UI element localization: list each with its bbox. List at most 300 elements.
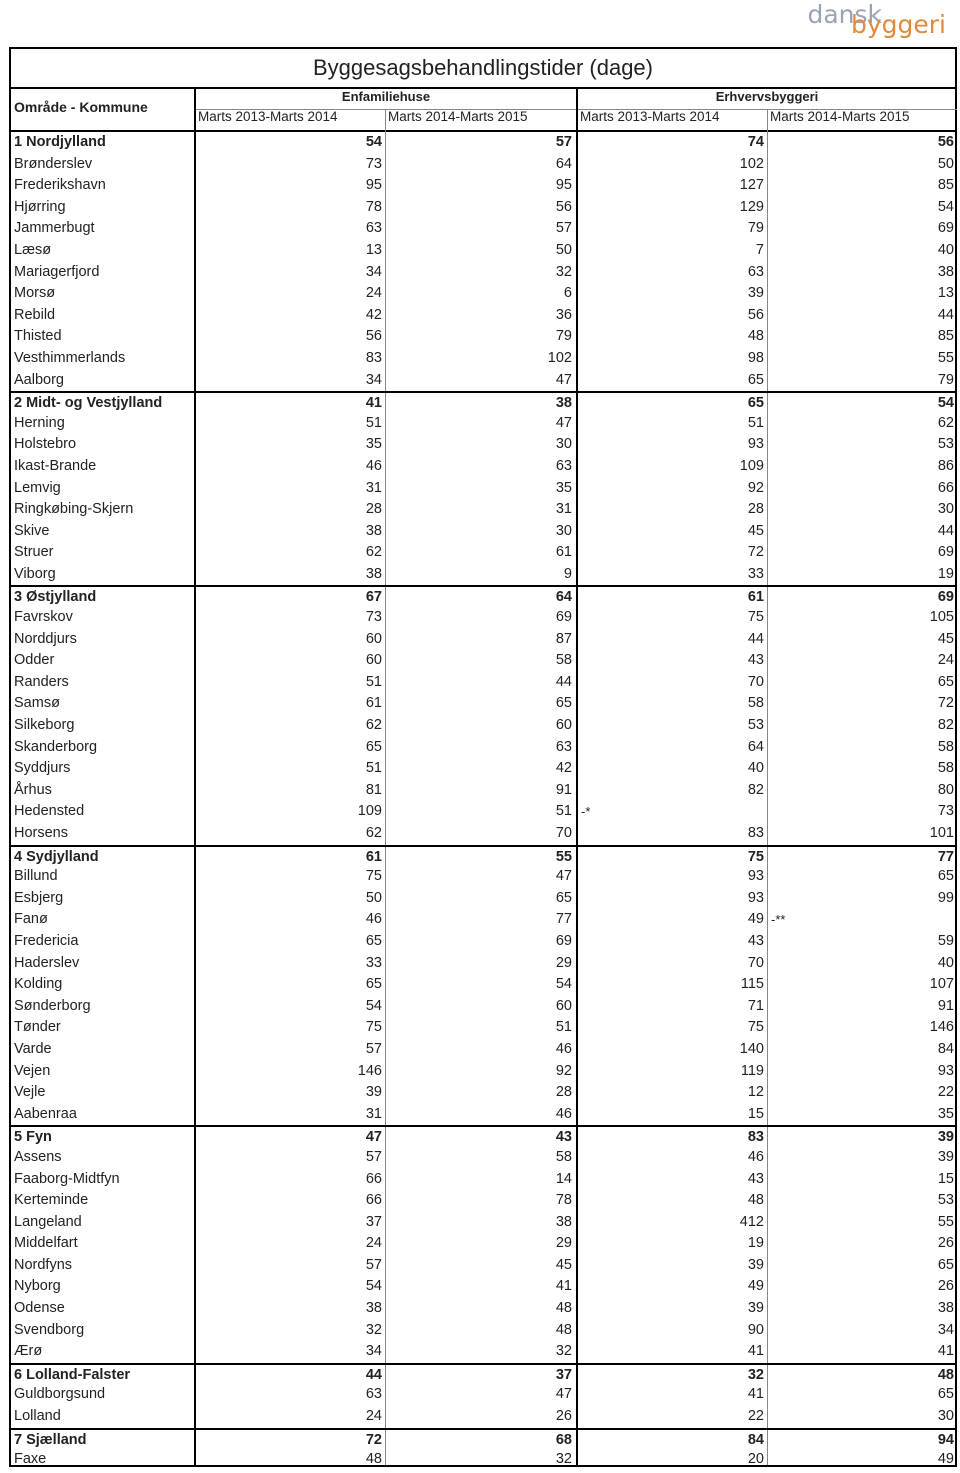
table-row bbox=[11, 996, 955, 1018]
value-cell: 39 bbox=[937, 1129, 954, 1146]
table-frame bbox=[9, 47, 957, 1467]
row-name: Aabenraa bbox=[14, 1105, 77, 1122]
table-row bbox=[11, 1255, 955, 1277]
value-cell: 48 bbox=[365, 1451, 382, 1468]
row-name: Randers bbox=[14, 673, 69, 690]
value-cell: 39 bbox=[747, 1256, 764, 1273]
value-cell: 70 bbox=[747, 673, 764, 690]
row-name: Aalborg bbox=[14, 371, 64, 388]
value-cell: 38 bbox=[365, 565, 382, 582]
value-cell: 59 bbox=[937, 932, 954, 949]
value-cell: 54 bbox=[937, 395, 954, 412]
table-row bbox=[11, 1298, 955, 1320]
row-name: Vejle bbox=[14, 1084, 46, 1101]
value-cell: 33 bbox=[365, 954, 382, 971]
value-cell: 102 bbox=[547, 349, 572, 366]
period-header: Marts 2014-Marts 2015 bbox=[770, 109, 910, 124]
value-cell: 412 bbox=[739, 1213, 764, 1230]
value-cell: 95 bbox=[365, 177, 382, 194]
value-cell: 57 bbox=[365, 1040, 382, 1057]
table-row bbox=[11, 823, 955, 845]
value-cell: 99 bbox=[937, 889, 954, 906]
period-header: Marts 2014-Marts 2015 bbox=[388, 109, 528, 124]
value-cell: 41 bbox=[747, 1386, 764, 1403]
value-cell: 28 bbox=[555, 1084, 572, 1101]
table-row bbox=[11, 499, 955, 521]
value-cell: 85 bbox=[937, 328, 954, 345]
value-cell: 48 bbox=[747, 328, 764, 345]
value-cell: 51 bbox=[365, 760, 382, 777]
value-cell: 55 bbox=[937, 1213, 954, 1230]
value-cell: 93 bbox=[747, 868, 764, 885]
value-cell: 34 bbox=[365, 263, 382, 280]
value-cell: 31 bbox=[555, 501, 572, 518]
row-name: 7 Sjælland bbox=[14, 1431, 87, 1448]
row-name: Lolland bbox=[14, 1408, 61, 1425]
value-cell: 69 bbox=[937, 544, 954, 561]
value-cell: 38 bbox=[937, 1300, 954, 1317]
table-row bbox=[11, 974, 955, 996]
value-cell: 54 bbox=[365, 134, 382, 150]
value-cell: 73 bbox=[365, 155, 382, 172]
row-name: Middelfart bbox=[14, 1235, 78, 1252]
value-cell: 65 bbox=[937, 868, 954, 885]
row-name: 6 Lolland-Falster bbox=[14, 1366, 131, 1383]
value-cell: 61 bbox=[555, 544, 572, 561]
value-cell: 37 bbox=[555, 1366, 572, 1383]
value-cell: 56 bbox=[937, 134, 954, 150]
value-cell: 47 bbox=[555, 414, 572, 431]
value-cell: 53 bbox=[937, 436, 954, 453]
value-cell: 19 bbox=[937, 565, 954, 582]
value-cell: 93 bbox=[937, 1062, 954, 1079]
row-name: Viborg bbox=[14, 565, 56, 582]
table-row bbox=[11, 1190, 955, 1212]
row-name: Silkeborg bbox=[14, 717, 75, 734]
table-row bbox=[11, 434, 955, 456]
value-cell: 26 bbox=[937, 1278, 954, 1295]
row-name: Norddjurs bbox=[14, 630, 77, 647]
table-row bbox=[11, 737, 955, 759]
period-header: Marts 2013-Marts 2014 bbox=[198, 109, 338, 124]
table-row bbox=[11, 370, 955, 392]
row-name: Varde bbox=[14, 1040, 52, 1057]
region-row bbox=[11, 1428, 955, 1450]
value-cell: 67 bbox=[365, 589, 382, 606]
table-row bbox=[11, 1147, 955, 1169]
value-cell: 77 bbox=[555, 911, 572, 928]
value-cell: 73 bbox=[937, 803, 954, 820]
value-cell: 75 bbox=[747, 609, 764, 626]
value-cell: 69 bbox=[937, 589, 954, 606]
value-cell: 61 bbox=[365, 848, 382, 865]
value-cell: 55 bbox=[555, 848, 572, 865]
table-row bbox=[11, 326, 955, 348]
value-cell: 39 bbox=[747, 285, 764, 302]
row-name: Ikast-Brande bbox=[14, 457, 97, 474]
value-cell: 41 bbox=[747, 1343, 764, 1360]
value-cell: 78 bbox=[365, 198, 382, 215]
group-name: Enfamiliehuse bbox=[341, 89, 431, 104]
group-name: Erhvervsbyggeri bbox=[715, 89, 819, 104]
value-cell: 50 bbox=[555, 241, 572, 258]
value-cell: 38 bbox=[937, 263, 954, 280]
logo-text-dansk: dansk bbox=[807, 0, 882, 29]
value-cell: 75 bbox=[365, 868, 382, 885]
value-cell: 29 bbox=[555, 1235, 572, 1252]
value-cell: 50 bbox=[365, 889, 382, 906]
value-cell: 115 bbox=[740, 976, 764, 993]
value-cell: 34 bbox=[365, 1343, 382, 1360]
table-row bbox=[11, 175, 955, 197]
value-cell: 61 bbox=[365, 695, 382, 712]
table-row bbox=[11, 1082, 955, 1104]
value-cell: 146 bbox=[929, 1019, 954, 1036]
value-cell: 63 bbox=[747, 263, 764, 280]
value-cell: 57 bbox=[365, 1148, 382, 1165]
value-cell: 74 bbox=[747, 134, 764, 150]
row-name: Struer bbox=[14, 544, 54, 561]
row-name: Fredericia bbox=[14, 932, 79, 949]
value-cell: 64 bbox=[555, 589, 572, 606]
value-cell: 38 bbox=[555, 395, 572, 412]
value-cell: 28 bbox=[747, 501, 764, 518]
value-cell: 43 bbox=[747, 652, 764, 669]
value-cell: 38 bbox=[365, 522, 382, 539]
row-name: 1 Nordjylland bbox=[14, 134, 106, 150]
value-cell: 51 bbox=[555, 1019, 572, 1036]
row-name: Haderslev bbox=[14, 954, 80, 971]
value-cell: 69 bbox=[555, 609, 572, 626]
value-cell: 56 bbox=[555, 198, 572, 215]
value-cell: 46 bbox=[555, 1040, 572, 1057]
value-cell: 22 bbox=[747, 1408, 764, 1425]
period-header: Marts 2013-Marts 2014 bbox=[580, 109, 720, 124]
table-row bbox=[11, 1017, 955, 1039]
value-cell: 46 bbox=[365, 911, 382, 928]
value-cell: 98 bbox=[747, 349, 764, 366]
row-name: Morsø bbox=[14, 285, 56, 302]
table-row bbox=[11, 564, 955, 586]
value-cell: 64 bbox=[747, 738, 764, 755]
value-cell: 84 bbox=[747, 1431, 764, 1448]
value-cell: 45 bbox=[555, 1256, 572, 1273]
value-cell: 70 bbox=[555, 825, 572, 841]
value-cell: 15 bbox=[937, 1170, 954, 1187]
value-cell: 92 bbox=[747, 479, 764, 496]
value-cell: 87 bbox=[555, 630, 572, 647]
value-cell: 54 bbox=[555, 976, 572, 993]
value-cell: 86 bbox=[937, 457, 954, 474]
value-cell: 44 bbox=[365, 1366, 382, 1383]
table-row bbox=[11, 348, 955, 370]
value-cell: 45 bbox=[747, 522, 764, 539]
value-cell: 95 bbox=[555, 177, 572, 194]
region-row bbox=[11, 845, 955, 867]
region-row bbox=[11, 1363, 955, 1385]
value-cell: 40 bbox=[937, 954, 954, 971]
table-row bbox=[11, 931, 955, 953]
value-cell: 64 bbox=[555, 155, 572, 172]
value-cell: 44 bbox=[555, 673, 572, 690]
table-row bbox=[11, 888, 955, 910]
footnote-marker: -** bbox=[771, 912, 786, 928]
row-name: Nyborg bbox=[14, 1278, 61, 1295]
value-cell: 51 bbox=[747, 414, 764, 431]
value-cell: 26 bbox=[937, 1235, 954, 1252]
row-name: Herning bbox=[14, 414, 65, 431]
value-cell: 32 bbox=[555, 1343, 572, 1360]
value-cell: 46 bbox=[365, 457, 382, 474]
value-cell: 58 bbox=[937, 760, 954, 777]
row-name: Holstebro bbox=[14, 436, 77, 453]
value-cell: 54 bbox=[365, 997, 382, 1014]
value-cell: 60 bbox=[555, 997, 572, 1014]
value-cell: 50 bbox=[937, 155, 954, 172]
value-cell: 53 bbox=[937, 1192, 954, 1209]
value-cell: 101 bbox=[929, 825, 954, 841]
value-cell: 7 bbox=[755, 241, 764, 258]
value-cell: 37 bbox=[365, 1213, 382, 1230]
value-cell: 57 bbox=[555, 134, 572, 150]
value-cell: 42 bbox=[555, 760, 572, 777]
value-cell: 65 bbox=[937, 1386, 954, 1403]
value-cell: 24 bbox=[365, 1235, 382, 1252]
value-cell: 51 bbox=[365, 414, 382, 431]
value-cell: 58 bbox=[747, 695, 764, 712]
row-name: Samsø bbox=[14, 695, 60, 712]
region-row bbox=[11, 585, 955, 607]
value-cell: 56 bbox=[747, 306, 764, 323]
value-cell: 54 bbox=[365, 1278, 382, 1295]
value-cell: 24 bbox=[937, 652, 954, 669]
value-cell: 66 bbox=[365, 1192, 382, 1209]
value-cell: 48 bbox=[555, 1300, 572, 1317]
value-cell: 33 bbox=[747, 565, 764, 582]
value-cell: 41 bbox=[937, 1343, 954, 1360]
value-cell: 83 bbox=[747, 825, 764, 841]
value-cell: 93 bbox=[747, 436, 764, 453]
table-row bbox=[11, 780, 955, 802]
row-name: Brønderslev bbox=[14, 155, 93, 172]
value-cell: 43 bbox=[555, 1129, 572, 1146]
value-cell: 31 bbox=[365, 479, 382, 496]
value-cell: 31 bbox=[365, 1105, 382, 1122]
value-cell: 83 bbox=[365, 349, 382, 366]
table-row bbox=[11, 542, 955, 564]
table-row bbox=[11, 866, 955, 888]
value-cell: 58 bbox=[555, 652, 572, 669]
value-cell: 109 bbox=[357, 803, 382, 820]
table-row bbox=[11, 801, 955, 823]
value-cell: 56 bbox=[365, 328, 382, 345]
value-cell: 65 bbox=[747, 371, 764, 388]
value-cell: 35 bbox=[937, 1105, 954, 1122]
value-cell: 66 bbox=[365, 1170, 382, 1187]
value-cell: 63 bbox=[365, 220, 382, 237]
value-cell: 63 bbox=[555, 738, 572, 755]
table-row bbox=[11, 456, 955, 478]
value-cell: 90 bbox=[747, 1321, 764, 1338]
value-cell: 69 bbox=[555, 932, 572, 949]
value-cell: 51 bbox=[555, 803, 572, 820]
table-row bbox=[11, 262, 955, 284]
value-cell: 65 bbox=[937, 673, 954, 690]
table-row bbox=[11, 413, 955, 435]
value-cell: 81 bbox=[365, 781, 382, 798]
row-name: Skanderborg bbox=[14, 738, 98, 755]
table-row bbox=[11, 1276, 955, 1298]
value-cell: 68 bbox=[555, 1431, 572, 1448]
value-cell: 44 bbox=[747, 630, 764, 647]
value-cell: 29 bbox=[555, 954, 572, 971]
row-name: Kolding bbox=[14, 976, 63, 993]
value-cell: 38 bbox=[555, 1213, 572, 1230]
value-cell: 92 bbox=[555, 1062, 572, 1079]
row-name: Jammerbugt bbox=[14, 220, 95, 237]
value-cell: 49 bbox=[937, 1451, 954, 1468]
row-name: Mariagerfjord bbox=[14, 263, 100, 280]
row-name: Kerteminde bbox=[14, 1192, 89, 1209]
value-cell: 105 bbox=[929, 609, 954, 626]
value-cell: 61 bbox=[747, 589, 764, 606]
row-name: Faaborg-Midtfyn bbox=[14, 1170, 120, 1187]
row-name: 3 Østjylland bbox=[14, 589, 97, 606]
value-cell: 57 bbox=[365, 1256, 382, 1273]
value-cell: 71 bbox=[747, 997, 764, 1014]
table-row bbox=[11, 1104, 955, 1126]
value-cell: 32 bbox=[555, 1451, 572, 1468]
value-cell: 146 bbox=[357, 1062, 382, 1079]
value-cell: 47 bbox=[555, 1386, 572, 1403]
value-cell: 45 bbox=[937, 630, 954, 647]
value-cell: 140 bbox=[739, 1040, 764, 1057]
value-cell: 65 bbox=[747, 395, 764, 412]
value-cell: 20 bbox=[747, 1451, 764, 1468]
value-cell: 24 bbox=[365, 1408, 382, 1425]
value-cell: 72 bbox=[937, 695, 954, 712]
value-cell: 55 bbox=[937, 349, 954, 366]
value-cell: 30 bbox=[937, 1408, 954, 1425]
value-cell: 80 bbox=[937, 781, 954, 798]
row-name: Odense bbox=[14, 1300, 65, 1317]
table-row bbox=[11, 283, 955, 305]
value-cell: 69 bbox=[937, 220, 954, 237]
value-cell: 63 bbox=[365, 1386, 382, 1403]
value-cell: 12 bbox=[747, 1084, 764, 1101]
value-cell: 47 bbox=[365, 1129, 382, 1146]
table-row bbox=[11, 197, 955, 219]
value-cell: 72 bbox=[365, 1431, 382, 1448]
row-name: Favrskov bbox=[14, 609, 73, 626]
value-cell: 72 bbox=[747, 544, 764, 561]
row-name: Odder bbox=[14, 652, 55, 669]
value-cell: 43 bbox=[747, 932, 764, 949]
table-row bbox=[11, 1406, 955, 1428]
table-body bbox=[11, 132, 955, 1471]
value-cell: 19 bbox=[747, 1235, 764, 1252]
value-cell: 40 bbox=[937, 241, 954, 258]
value-cell: 32 bbox=[555, 263, 572, 280]
value-cell: 65 bbox=[555, 695, 572, 712]
value-cell: 65 bbox=[365, 932, 382, 949]
row-name: Esbjerg bbox=[14, 889, 64, 906]
row-name: Syddjurs bbox=[14, 760, 71, 777]
row-name: Ringkøbing-Skjern bbox=[14, 501, 134, 518]
row-name: Frederikshavn bbox=[14, 177, 106, 194]
value-cell: 39 bbox=[747, 1300, 764, 1317]
value-cell: 65 bbox=[937, 1256, 954, 1273]
value-cell: 91 bbox=[937, 997, 954, 1014]
row-name: Thisted bbox=[14, 328, 62, 345]
table-row bbox=[11, 521, 955, 543]
value-cell: 75 bbox=[747, 1019, 764, 1036]
row-name: Billund bbox=[14, 868, 58, 885]
table-row bbox=[11, 1061, 955, 1083]
row-name: Hedensted bbox=[14, 803, 85, 820]
value-cell: 93 bbox=[747, 889, 764, 906]
value-cell: 47 bbox=[555, 868, 572, 885]
value-cell: 28 bbox=[365, 501, 382, 518]
row-name: Langeland bbox=[14, 1213, 82, 1230]
value-cell: 62 bbox=[365, 544, 382, 561]
value-cell: 41 bbox=[365, 395, 382, 412]
row-name: Svendborg bbox=[14, 1321, 85, 1338]
value-cell: 39 bbox=[937, 1148, 954, 1165]
table-row bbox=[11, 478, 955, 500]
value-cell: 129 bbox=[739, 198, 764, 215]
row-name: Fanø bbox=[14, 911, 48, 928]
row-name: Vejen bbox=[14, 1062, 51, 1079]
value-cell: 75 bbox=[747, 848, 764, 865]
value-cell: 30 bbox=[937, 501, 954, 518]
row-name: Sønderborg bbox=[14, 997, 91, 1014]
value-cell: 65 bbox=[365, 976, 382, 993]
logo-text-byggeri: byggeri bbox=[850, 10, 946, 39]
row-name: Ærø bbox=[14, 1343, 43, 1360]
value-cell: 34 bbox=[365, 371, 382, 388]
value-cell: 46 bbox=[747, 1148, 764, 1165]
table-title: Byggesagsbehandlingstider (dage) bbox=[11, 49, 955, 89]
value-cell: 39 bbox=[365, 1084, 382, 1101]
value-cell: 40 bbox=[747, 760, 764, 777]
value-cell: 65 bbox=[365, 738, 382, 755]
table-row bbox=[11, 758, 955, 780]
value-cell: 53 bbox=[747, 717, 764, 734]
value-cell: 43 bbox=[747, 1170, 764, 1187]
value-cell: 79 bbox=[747, 220, 764, 237]
row-name: Hjørring bbox=[14, 198, 66, 215]
value-cell: 47 bbox=[555, 371, 572, 388]
dansk-byggeri-logo bbox=[746, 0, 946, 44]
row-name: Skive bbox=[14, 522, 50, 539]
value-cell: 60 bbox=[365, 652, 382, 669]
value-cell: 49 bbox=[747, 1278, 764, 1295]
value-cell: 62 bbox=[937, 414, 954, 431]
value-cell: 30 bbox=[555, 522, 572, 539]
value-cell: 73 bbox=[365, 609, 382, 626]
value-cell: 60 bbox=[555, 717, 572, 734]
value-cell: 30 bbox=[555, 436, 572, 453]
value-cell: 70 bbox=[747, 954, 764, 971]
table-row bbox=[11, 1169, 955, 1191]
region-row bbox=[11, 1125, 955, 1147]
table-row bbox=[11, 629, 955, 651]
table-row bbox=[11, 1449, 955, 1471]
table-row bbox=[11, 672, 955, 694]
value-cell: 41 bbox=[555, 1278, 572, 1295]
table-row bbox=[11, 218, 955, 240]
